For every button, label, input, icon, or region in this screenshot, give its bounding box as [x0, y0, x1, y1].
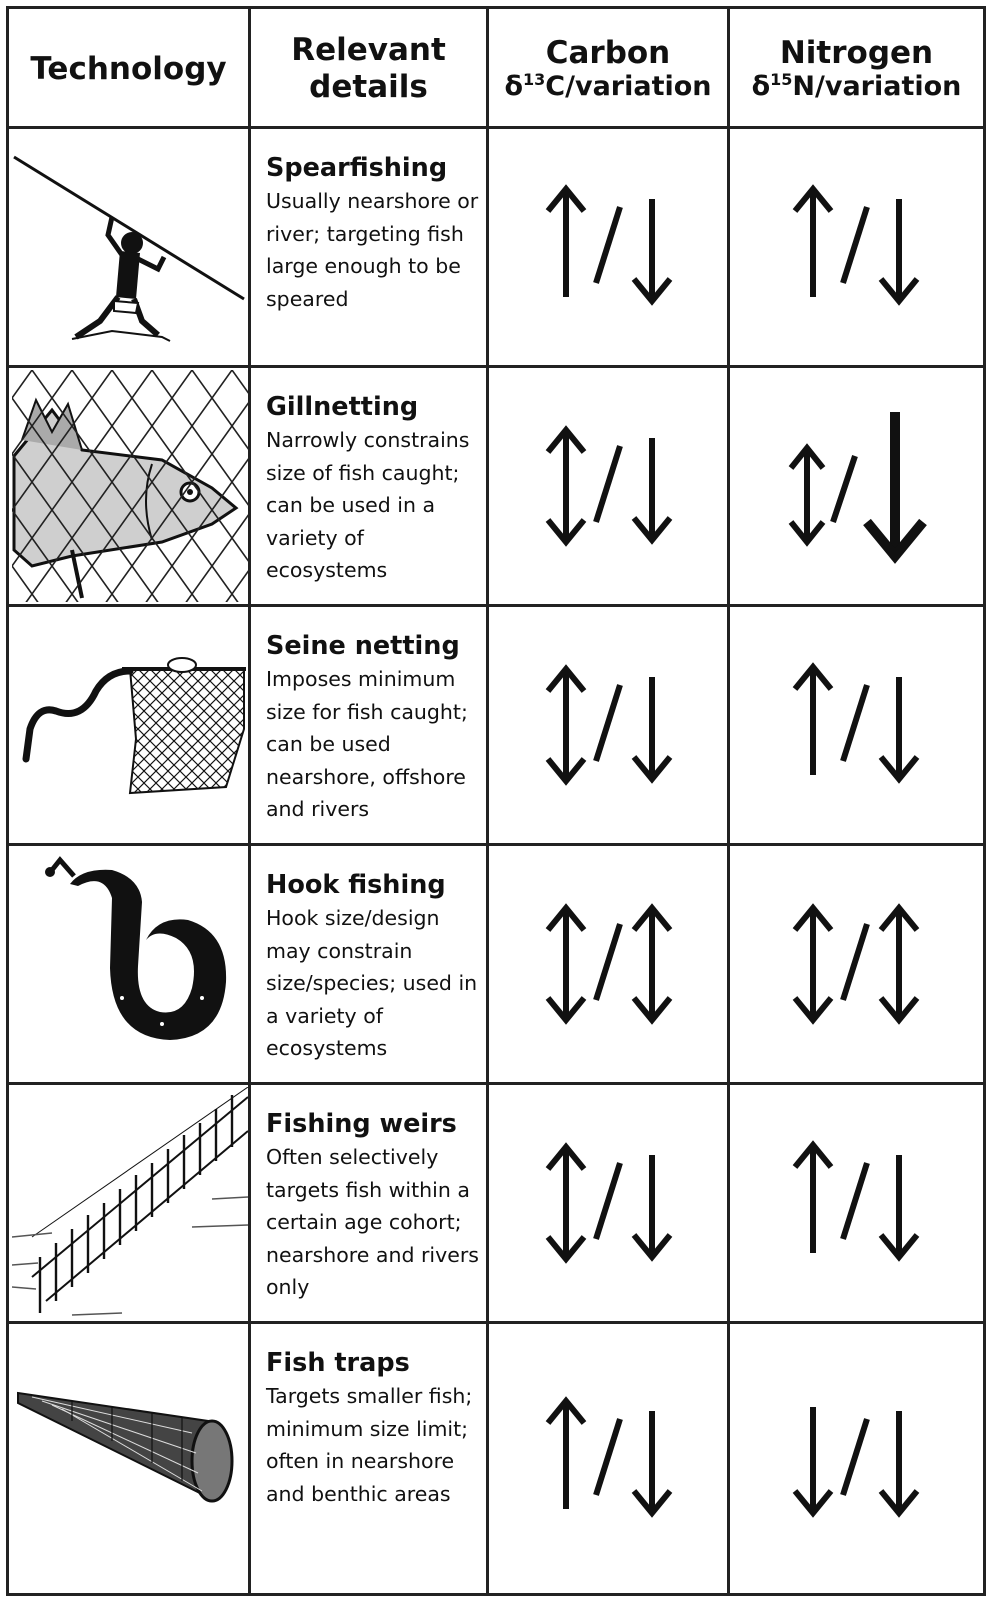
technology-title: Spearfishing — [266, 153, 448, 183]
details-cell — [254, 846, 489, 1082]
up-down-arrow-icon — [548, 1147, 584, 1259]
slash-divider — [843, 1163, 867, 1239]
nitrogen-variation-label: N/variation — [792, 71, 962, 103]
technology-title: Hook fishing — [266, 870, 446, 900]
down-arrow-icon — [634, 1155, 670, 1257]
carbon-variation — [492, 368, 730, 604]
isotope-number: 13 — [523, 70, 546, 90]
table-row — [9, 607, 983, 843]
delta-symbol: δ — [504, 71, 524, 103]
carbon-arrows — [536, 894, 686, 1034]
slash-divider — [596, 1419, 620, 1495]
slash-divider — [843, 1419, 867, 1495]
header-carbon-sub — [504, 71, 711, 103]
up-arrow-icon — [548, 1401, 584, 1509]
spearfisher-icon — [12, 131, 248, 363]
carbon-variation — [492, 607, 730, 843]
down-arrow-icon — [881, 1411, 917, 1513]
header-relevant-details — [251, 9, 486, 129]
fish-hook-illustration — [9, 846, 251, 1082]
slash-divider — [596, 924, 620, 1000]
isotope-number: 15 — [770, 70, 793, 90]
down-arrow-icon — [795, 1407, 831, 1513]
technology-title: Fish traps — [266, 1348, 410, 1378]
carbon-variation — [492, 1324, 730, 1593]
header-technology — [9, 9, 248, 129]
header-nitrogen — [730, 9, 983, 129]
slash-divider — [596, 446, 620, 522]
down-arrow-icon — [634, 1411, 670, 1513]
down-arrow-icon — [634, 199, 670, 301]
nitrogen-variation — [733, 368, 983, 604]
down-arrow-icon — [881, 1155, 917, 1257]
fish-trap-icon — [12, 1343, 248, 1575]
nitrogen-variation — [733, 1324, 983, 1593]
carbon-variation-label: C/variation — [545, 71, 712, 103]
header-relevant-line1: Relevant — [291, 32, 446, 69]
fish-in-gillnet-illustration — [9, 368, 251, 604]
technology-description: Usually nearshore or river; targeting fish large enough to be speared — [266, 189, 479, 311]
slash-divider — [843, 685, 867, 761]
nitrogen-arrows — [783, 894, 933, 1034]
up-down-arrow-icon — [795, 908, 831, 1020]
fish-hook-icon — [12, 848, 248, 1080]
slash-divider — [596, 207, 620, 283]
details-cell — [254, 1324, 489, 1593]
details-cell — [254, 129, 489, 365]
up-arrow-icon — [548, 189, 584, 297]
details-cell — [254, 368, 489, 604]
details-cell — [254, 607, 489, 843]
seine-net-icon — [12, 609, 248, 841]
slash-divider — [843, 924, 867, 1000]
carbon-arrows — [536, 416, 686, 556]
header-carbon-label: Carbon — [545, 34, 671, 71]
up-down-arrow-icon — [548, 430, 584, 542]
carbon-variation — [492, 129, 730, 365]
up-down-arrow-icon — [548, 908, 584, 1020]
technology-title: Gillnetting — [266, 392, 419, 422]
nitrogen-variation — [733, 129, 983, 365]
header-nitrogen-label: Nitrogen — [779, 34, 934, 71]
nitrogen-arrows — [783, 1133, 933, 1273]
carbon-arrows — [536, 655, 686, 795]
gillnet-fish-icon — [12, 370, 248, 602]
table-row — [9, 1324, 983, 1593]
nitrogen-arrows — [783, 177, 933, 317]
header-carbon — [489, 9, 727, 129]
carbon-arrows — [536, 1133, 686, 1273]
slash-divider — [596, 685, 620, 761]
technology-description: Often selectively targets fish within a certain age cohort; nearshore and rivers only — [266, 1145, 479, 1299]
technology-title: Fishing weirs — [266, 1109, 457, 1139]
carbon-variation — [492, 846, 730, 1082]
carbon-arrows — [536, 177, 686, 317]
table-row — [9, 368, 983, 604]
header-technology-label: Technology — [30, 50, 227, 87]
fishing-weir-icon — [12, 1087, 248, 1319]
up-arrow-icon — [795, 667, 831, 775]
up-down-arrow-icon — [634, 908, 670, 1020]
technology-description: Narrowly constrains size of fish caught; can be used in a variety of ecosystems — [266, 428, 470, 582]
table-row — [9, 846, 983, 1082]
up-arrow-icon — [795, 189, 831, 297]
table-row — [9, 1085, 983, 1321]
header-relevant-line2: details — [309, 69, 428, 105]
technology-table — [6, 6, 986, 1596]
bold-down-arrow-icon — [867, 412, 923, 556]
nitrogen-variation — [733, 1085, 983, 1321]
down-arrow-icon — [881, 199, 917, 301]
down-arrow-icon — [881, 677, 917, 779]
nitrogen-arrows — [783, 1389, 933, 1529]
seine-net-illustration — [9, 607, 251, 843]
slash-divider — [843, 207, 867, 283]
carbon-variation — [492, 1085, 730, 1321]
header-nitrogen-sub — [752, 71, 962, 103]
carbon-arrows — [536, 1389, 686, 1529]
slash-divider — [833, 456, 855, 522]
technology-description: Imposes minimum size for fish caught; can be used nearshore, offshore and rivers — [266, 667, 468, 821]
up-arrow-icon — [795, 1145, 831, 1253]
slash-divider — [596, 1163, 620, 1239]
technology-description: Hook size/design may constrain size/species; used in a variety of ecosystems — [266, 906, 478, 1060]
fish-trap-illustration — [9, 1324, 251, 1593]
table-row — [9, 129, 983, 365]
delta-symbol: δ — [751, 71, 771, 103]
nitrogen-variation — [733, 607, 983, 843]
nitrogen-arrows — [783, 416, 933, 556]
up-down-arrow-icon — [548, 669, 584, 781]
nitrogen-variation — [733, 846, 983, 1082]
up-down-arrow-icon — [791, 448, 823, 542]
up-down-arrow-icon — [881, 908, 917, 1020]
technology-description: Targets smaller fish; minimum size limit; often in nearshore and benthic areas — [266, 1384, 473, 1506]
details-cell — [254, 1085, 489, 1321]
nitrogen-arrows — [783, 655, 933, 795]
fishing-weir-illustration — [9, 1085, 251, 1321]
spearfisher-illustration — [9, 129, 251, 365]
down-arrow-icon — [634, 677, 670, 779]
technology-title: Seine netting — [266, 631, 460, 661]
down-arrow-icon — [634, 438, 670, 540]
